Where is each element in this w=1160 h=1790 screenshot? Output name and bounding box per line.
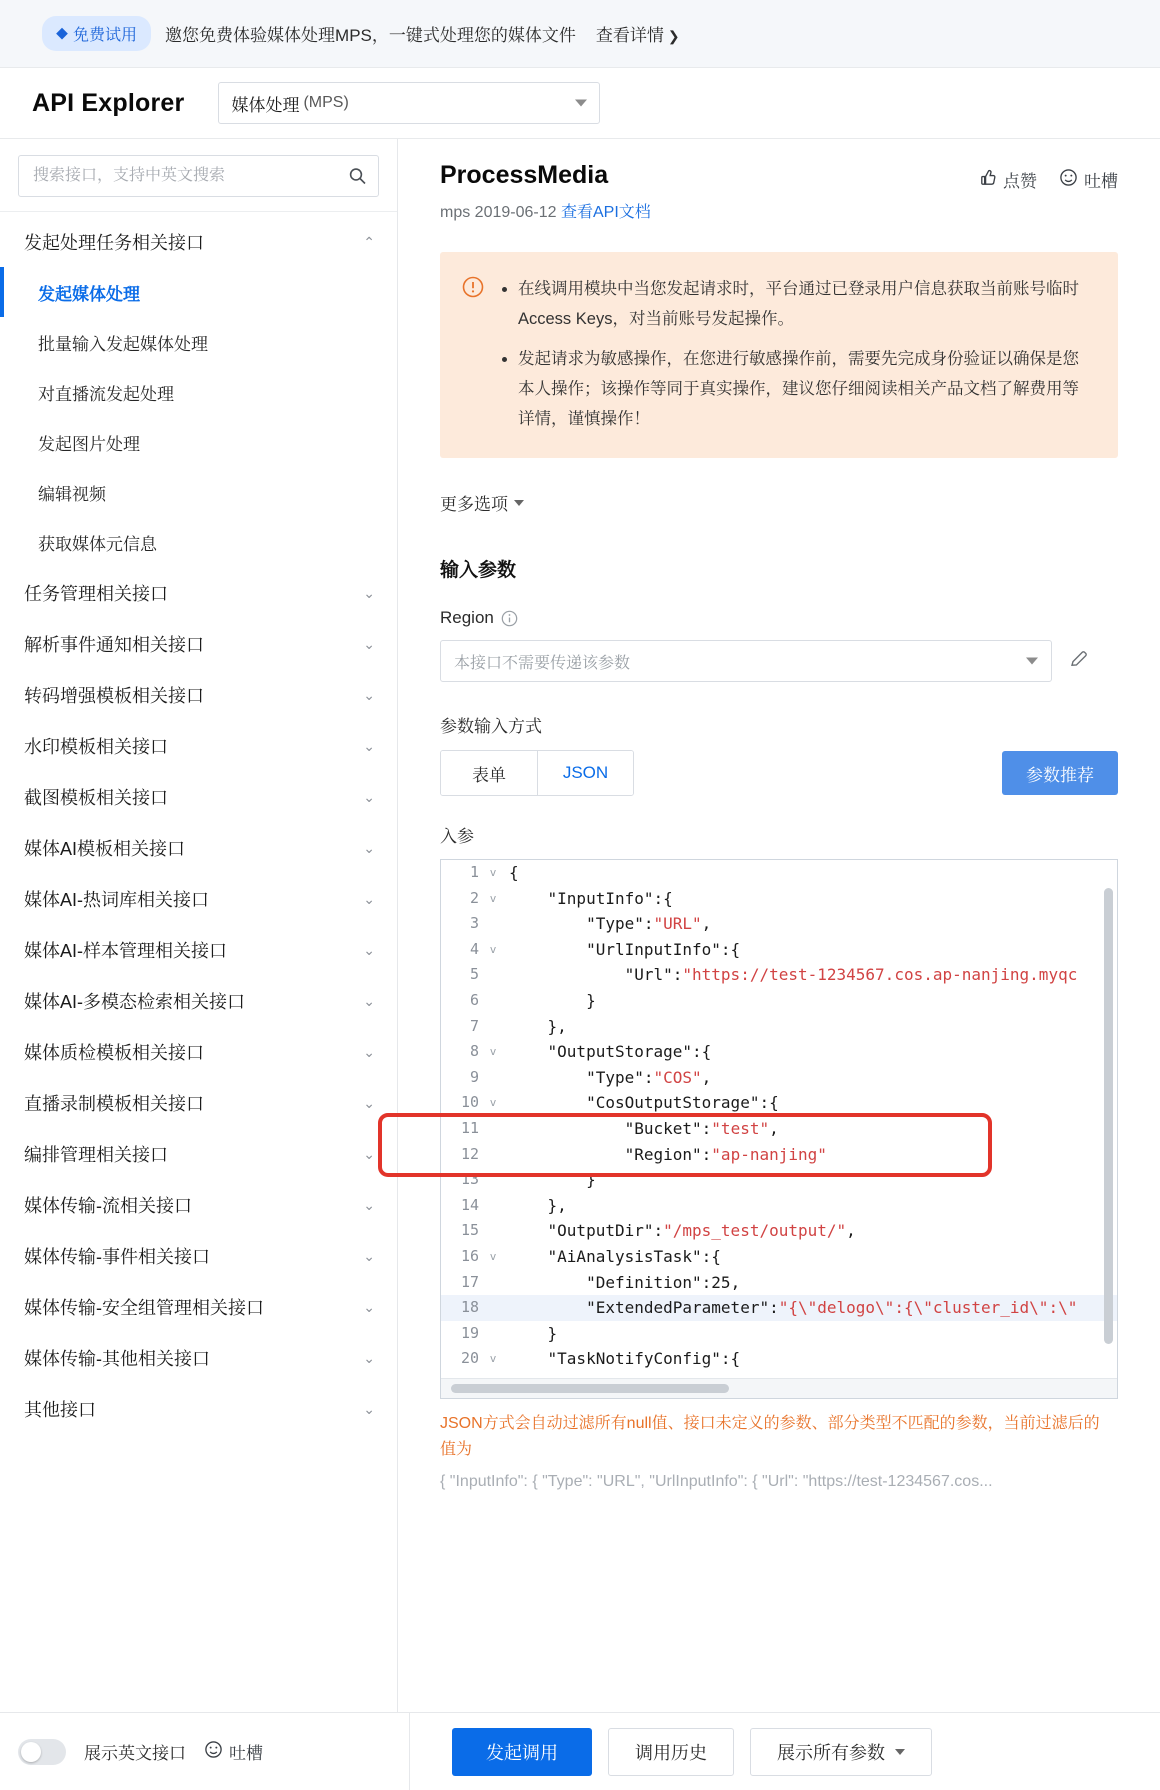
code-line xyxy=(441,1116,1117,1142)
info-icon[interactable] xyxy=(501,610,518,627)
chevron-down-icon: ⌄ xyxy=(363,737,375,754)
code-text: "Url":"https://test-1234567.cos.ap-nanjing.myqc xyxy=(509,965,1078,985)
editor-vertical-scrollbar[interactable] xyxy=(1104,888,1113,1344)
sidebar-group-label: 编排管理相关接口 xyxy=(24,1144,168,1165)
alert-item: • 发起请求为敏感操作，在您进行敏感操作前，需要先完成身份验证以确保是您本人操作；该操作等同于真实操作，建议您仔细阅读相关产品文档了解费用等详情，谨慎操作！ xyxy=(518,344,1092,434)
code-text: } xyxy=(509,1323,558,1343)
code-line xyxy=(441,1218,1117,1244)
promo-link-label: 查看详情 xyxy=(595,26,664,45)
alert-item: • 在线调用模块中当您发起请求时，平台通过已登录用户信息获取当前账号临时 Access Keys，对当前账号发起操作。 xyxy=(518,274,1092,334)
code-line xyxy=(441,937,1117,963)
chevron-down-icon: ⌄ xyxy=(363,1043,375,1060)
search-box[interactable] xyxy=(18,155,379,197)
fold-toggle[interactable]: v xyxy=(489,1249,497,1263)
fold-toggle[interactable]: v xyxy=(489,942,497,956)
line-number: 12 xyxy=(460,1144,479,1163)
chevron-down-icon xyxy=(514,500,524,506)
param-mode-tabs xyxy=(440,750,634,796)
alert-list xyxy=(500,274,1092,434)
json-editor[interactable] xyxy=(440,859,1118,1399)
sidebar-group-label: 其他接口 xyxy=(24,1399,96,1420)
param-mode-row xyxy=(440,750,1118,796)
json-code-area[interactable] xyxy=(441,860,1117,1372)
chevron-down-icon: ⌄ xyxy=(363,1298,375,1315)
line-number: 3 xyxy=(469,914,479,933)
line-number: 7 xyxy=(469,1016,479,1035)
code-line xyxy=(441,1167,1117,1193)
chevron-down-icon: ⌄ xyxy=(363,1196,375,1213)
line-number: 14 xyxy=(460,1195,479,1214)
code-text: } xyxy=(509,1170,596,1190)
thumbs-up-icon xyxy=(978,168,997,192)
sidebar-group-transport-event[interactable] xyxy=(0,1230,397,1281)
sidebar-group-media-ai-hotwords[interactable] xyxy=(0,873,397,924)
sidebar-item-live-stream-process[interactable] xyxy=(0,367,397,417)
sidebar-item-label: 发起图片处理 xyxy=(38,434,140,454)
sidebar-group-other[interactable] xyxy=(0,1383,397,1434)
chevron-down-icon xyxy=(1026,658,1038,665)
sidebar-group-live-record[interactable] xyxy=(0,1077,397,1128)
line-number: 15 xyxy=(460,1221,479,1240)
line-number: 19 xyxy=(460,1323,479,1342)
history-button-label: 调用历史 xyxy=(635,1742,707,1763)
footer-feedback-label: 吐槽 xyxy=(229,1744,263,1763)
param-recommend-button[interactable]: 参数推荐 xyxy=(1002,751,1118,795)
fold-toggle[interactable]: v xyxy=(489,1352,497,1366)
region-select[interactable] xyxy=(440,640,1052,682)
promo-detail-link[interactable] xyxy=(596,21,680,46)
code-line xyxy=(441,1142,1117,1168)
code-text: "TaskNotifyConfig":{ xyxy=(509,1349,741,1369)
sidebar-group-event-notify[interactable] xyxy=(0,618,397,669)
code-line xyxy=(441,886,1117,912)
warning-icon xyxy=(462,276,484,434)
code-text: "Bucket":"test", xyxy=(509,1118,779,1138)
chevron-down-icon: ⌄ xyxy=(363,686,375,703)
sidebar-nav xyxy=(0,212,397,1790)
more-options-toggle[interactable] xyxy=(440,490,524,515)
english-api-toggle-label: 展示英文接口 xyxy=(84,1744,186,1763)
history-button[interactable] xyxy=(608,1728,734,1776)
code-line xyxy=(441,1014,1117,1040)
sidebar-group-transport-other[interactable] xyxy=(0,1332,397,1383)
show-all-params-button[interactable] xyxy=(750,1728,932,1776)
sidebar-item-label: 发起媒体处理 xyxy=(38,284,140,304)
sidebar-group-transcode-enhance[interactable] xyxy=(0,669,397,720)
sidebar-group-label: 任务管理相关接口 xyxy=(24,583,168,604)
sidebar-group-task-manage[interactable] xyxy=(0,567,397,618)
edit-pencil-icon[interactable] xyxy=(1068,648,1090,675)
code-text: "Type":"COS", xyxy=(509,1067,712,1087)
footer-left xyxy=(0,1713,410,1790)
smiley-icon xyxy=(204,1740,223,1764)
code-text: "InputInfo":{ xyxy=(509,888,673,908)
sidebar-group-label: 水印模板相关接口 xyxy=(24,736,168,757)
sidebar xyxy=(0,139,398,1790)
footer-right xyxy=(410,1728,1160,1776)
api-header-text xyxy=(440,161,651,222)
code-text: "CosOutputStorage":{ xyxy=(509,1093,779,1113)
api-title: ProcessMedia xyxy=(440,161,609,189)
chevron-down-icon xyxy=(575,100,587,107)
line-number: 13 xyxy=(460,1170,479,1189)
code-text: "ExtendedParameter":"{\"delogo\":{\"cluster_id\":\" xyxy=(509,1298,1078,1318)
feedback-label: 吐槽 xyxy=(1084,172,1118,191)
toggle-knob xyxy=(21,1742,41,1762)
code-text: { xyxy=(509,863,519,882)
line-number: 8 xyxy=(469,1042,479,1061)
line-number: 2 xyxy=(469,888,479,907)
fold-toggle[interactable]: v xyxy=(489,866,497,879)
api-doc-link[interactable]: 查看API文档 xyxy=(560,204,651,221)
tab-form[interactable] xyxy=(441,751,537,795)
code-text: "AiAnalysisTask":{ xyxy=(509,1246,721,1266)
sidebar-group-label: 媒体AI-热词库相关接口 xyxy=(24,889,210,910)
code-line xyxy=(441,1090,1117,1116)
region-label-text: Region xyxy=(440,608,494,627)
show-all-params-label: 展示所有参数 xyxy=(777,1742,885,1763)
code-line xyxy=(441,1346,1117,1372)
chevron-down-icon: ⌄ xyxy=(363,1145,375,1162)
footer-bar xyxy=(0,1712,1160,1790)
line-number: 16 xyxy=(460,1246,479,1265)
line-number: 6 xyxy=(469,990,479,1009)
invoke-button[interactable]: 发起调用 xyxy=(452,1728,592,1776)
feedback-button[interactable] xyxy=(1059,167,1118,192)
sidebar-group-label: 媒体传输-安全组管理相关接口 xyxy=(24,1297,264,1318)
sidebar-group-label: 转码增强模板相关接口 xyxy=(24,685,204,706)
code-text: "Definition":25, xyxy=(509,1272,741,1292)
code-text: } xyxy=(509,990,596,1010)
editor-horizontal-scrollbar[interactable] xyxy=(451,1384,729,1393)
chevron-down-icon xyxy=(895,1749,905,1755)
code-text: }, xyxy=(509,1195,567,1215)
api-meta-version: mps 2019-06-12 xyxy=(440,204,561,221)
param-mode-label: 参数输入方式 xyxy=(440,717,542,736)
search-input[interactable] xyxy=(31,166,340,186)
line-number: 20 xyxy=(460,1349,479,1368)
sidebar-group-label: 媒体AI模板相关接口 xyxy=(24,838,186,859)
sidebar-group-label: 媒体AI-多模态检索相关接口 xyxy=(24,991,245,1012)
code-line xyxy=(441,1065,1117,1091)
chevron-right-icon: ❯ xyxy=(667,28,680,44)
sidebar-group-transport-stream[interactable] xyxy=(0,1179,397,1230)
search-icon[interactable] xyxy=(349,168,366,185)
sidebar-group-process-tasks[interactable] xyxy=(0,216,397,267)
promo-text: 邀您免费体验媒体处理MPS，一键式处理您的媒体文件 xyxy=(165,26,576,45)
sidebar-group-snapshot[interactable] xyxy=(0,771,397,822)
promo-badge-label: 免费试用 xyxy=(73,27,138,44)
code-line-highlighted xyxy=(441,1295,1117,1321)
region-row xyxy=(440,640,1118,682)
code-text: }, xyxy=(509,1016,567,1036)
sidebar-group-label: 直播录制模板相关接口 xyxy=(24,1093,204,1114)
code-line xyxy=(441,1321,1117,1347)
sidebar-item-edit-video[interactable] xyxy=(0,467,397,517)
sidebar-item-process-media[interactable] xyxy=(0,267,397,317)
fold-toggle[interactable]: v xyxy=(489,1096,497,1110)
sidebar-group-label: 解析事件通知相关接口 xyxy=(24,634,204,655)
page-title: API Explorer xyxy=(32,88,185,117)
line-number: 17 xyxy=(460,1272,479,1291)
line-number: 10 xyxy=(460,1093,479,1112)
main-body xyxy=(0,138,1160,1790)
footer-feedback-button[interactable] xyxy=(204,1739,263,1764)
sidebar-group-transport-security[interactable] xyxy=(0,1281,397,1332)
code-line xyxy=(441,1039,1117,1065)
line-number: 9 xyxy=(469,1067,479,1086)
code-line xyxy=(441,1270,1117,1296)
fold-toggle[interactable]: v xyxy=(489,891,497,905)
sidebar-group-media-ai-multimodal[interactable] xyxy=(0,975,397,1026)
region-label xyxy=(440,608,1118,628)
app-header xyxy=(0,68,1160,138)
code-line xyxy=(441,1244,1117,1270)
chevron-down-icon: ⌄ xyxy=(363,890,375,907)
chevron-down-icon: ⌄ xyxy=(363,1349,375,1366)
promo-banner xyxy=(0,0,1160,68)
like-button[interactable] xyxy=(978,167,1037,192)
sidebar-group-media-ai-template[interactable] xyxy=(0,822,397,873)
chevron-down-icon: ⌄ xyxy=(363,1400,375,1417)
warning-alert xyxy=(440,252,1118,458)
sidebar-group-watermark[interactable] xyxy=(0,720,397,771)
promo-badge xyxy=(42,16,151,51)
line-number: 4 xyxy=(469,939,479,958)
chevron-down-icon: ⌄ xyxy=(363,584,375,601)
product-select[interactable] xyxy=(218,82,600,124)
sidebar-group-schedule-manage[interactable] xyxy=(0,1128,397,1179)
smiley-icon xyxy=(1059,168,1078,192)
sidebar-group-label: 媒体AI-样本管理相关接口 xyxy=(24,940,227,961)
sidebar-group-label: 发起处理任务相关接口 xyxy=(24,232,204,253)
code-line xyxy=(441,988,1117,1014)
code-line xyxy=(441,1193,1117,1219)
sidebar-group-label: 媒体质检模板相关接口 xyxy=(24,1042,204,1063)
api-header-actions xyxy=(978,161,1118,192)
sidebar-item-batch-process-media[interactable] xyxy=(0,317,397,367)
code-line xyxy=(441,860,1117,886)
english-api-toggle[interactable] xyxy=(18,1739,66,1765)
chevron-up-icon: ⌃ xyxy=(363,233,375,250)
line-number: 11 xyxy=(460,1118,479,1137)
tab-json-label: JSON xyxy=(562,763,609,782)
chevron-down-icon: ⌄ xyxy=(363,635,375,652)
sidebar-item-label: 获取媒体元信息 xyxy=(38,534,157,554)
chevron-down-icon: ⌄ xyxy=(363,788,375,805)
sidebar-group-media-ai-samples[interactable] xyxy=(0,924,397,975)
json-filter-note: JSON方式会自动过滤所有null值、接口未定义的参数、部分类型不匹配的参数，当前过滤后的值为 xyxy=(440,1415,1100,1458)
sidebar-item-label: 对直播流发起处理 xyxy=(38,384,174,404)
api-header xyxy=(440,161,1118,222)
line-number: 18 xyxy=(460,1298,479,1317)
more-options-label: 更多选项 xyxy=(440,495,508,514)
sidebar-group-label: 截图模板相关接口 xyxy=(24,787,168,808)
api-meta xyxy=(440,199,651,222)
code-line xyxy=(441,911,1117,937)
fold-toggle[interactable]: v xyxy=(489,1045,497,1059)
code-text: "OutputDir":"/mps_test/output/", xyxy=(509,1221,856,1241)
chevron-down-icon: ⌄ xyxy=(363,1094,375,1111)
input-params-title: 输入参数 xyxy=(440,560,517,581)
code-line xyxy=(441,962,1117,988)
sidebar-group-label: 媒体传输-事件相关接口 xyxy=(24,1246,210,1267)
sidebar-item-label: 编辑视频 xyxy=(38,484,106,504)
chevron-down-icon: ⌄ xyxy=(363,1247,375,1264)
sidebar-group-label: 媒体传输-其他相关接口 xyxy=(24,1348,210,1369)
product-select-sub: (MPS) xyxy=(303,94,349,111)
input-json-label: 入参 xyxy=(440,827,474,846)
code-text: "Type":"URL", xyxy=(509,914,712,934)
sidebar-group-label: 媒体传输-流相关接口 xyxy=(24,1195,192,1216)
sidebar-search-area xyxy=(0,139,397,212)
like-label: 点赞 xyxy=(1003,172,1037,191)
code-text: "Region":"ap-nanjing" xyxy=(509,1144,827,1164)
main-content xyxy=(398,139,1160,1491)
line-number: 1 xyxy=(469,863,479,881)
sidebar-item-media-meta[interactable] xyxy=(0,517,397,567)
region-select-value: 本接口不需要传递该参数 xyxy=(454,654,631,672)
product-select-value: 媒体处理 xyxy=(231,95,300,115)
chevron-down-icon: ⌄ xyxy=(363,839,375,856)
chevron-down-icon: ⌄ xyxy=(363,941,375,958)
sidebar-item-label: 批量输入发起媒体处理 xyxy=(38,334,208,354)
tab-form-label: 表单 xyxy=(472,765,506,785)
diamond-icon: ◆ xyxy=(56,27,69,41)
sidebar-group-media-quality[interactable] xyxy=(0,1026,397,1077)
chevron-down-icon: ⌄ xyxy=(363,992,375,1009)
main-panel xyxy=(398,139,1160,1790)
code-text: "OutputStorage":{ xyxy=(509,1042,712,1062)
json-filtered-value: { "InputInfo": { "Type": "URL", "UrlInputInfo": { "Url": "https://test-1234567.cos... xyxy=(440,1473,993,1490)
sidebar-item-image-process[interactable] xyxy=(0,417,397,467)
tab-json[interactable] xyxy=(537,751,633,795)
code-text: "UrlInputInfo":{ xyxy=(509,939,741,959)
line-number: 5 xyxy=(469,965,479,984)
